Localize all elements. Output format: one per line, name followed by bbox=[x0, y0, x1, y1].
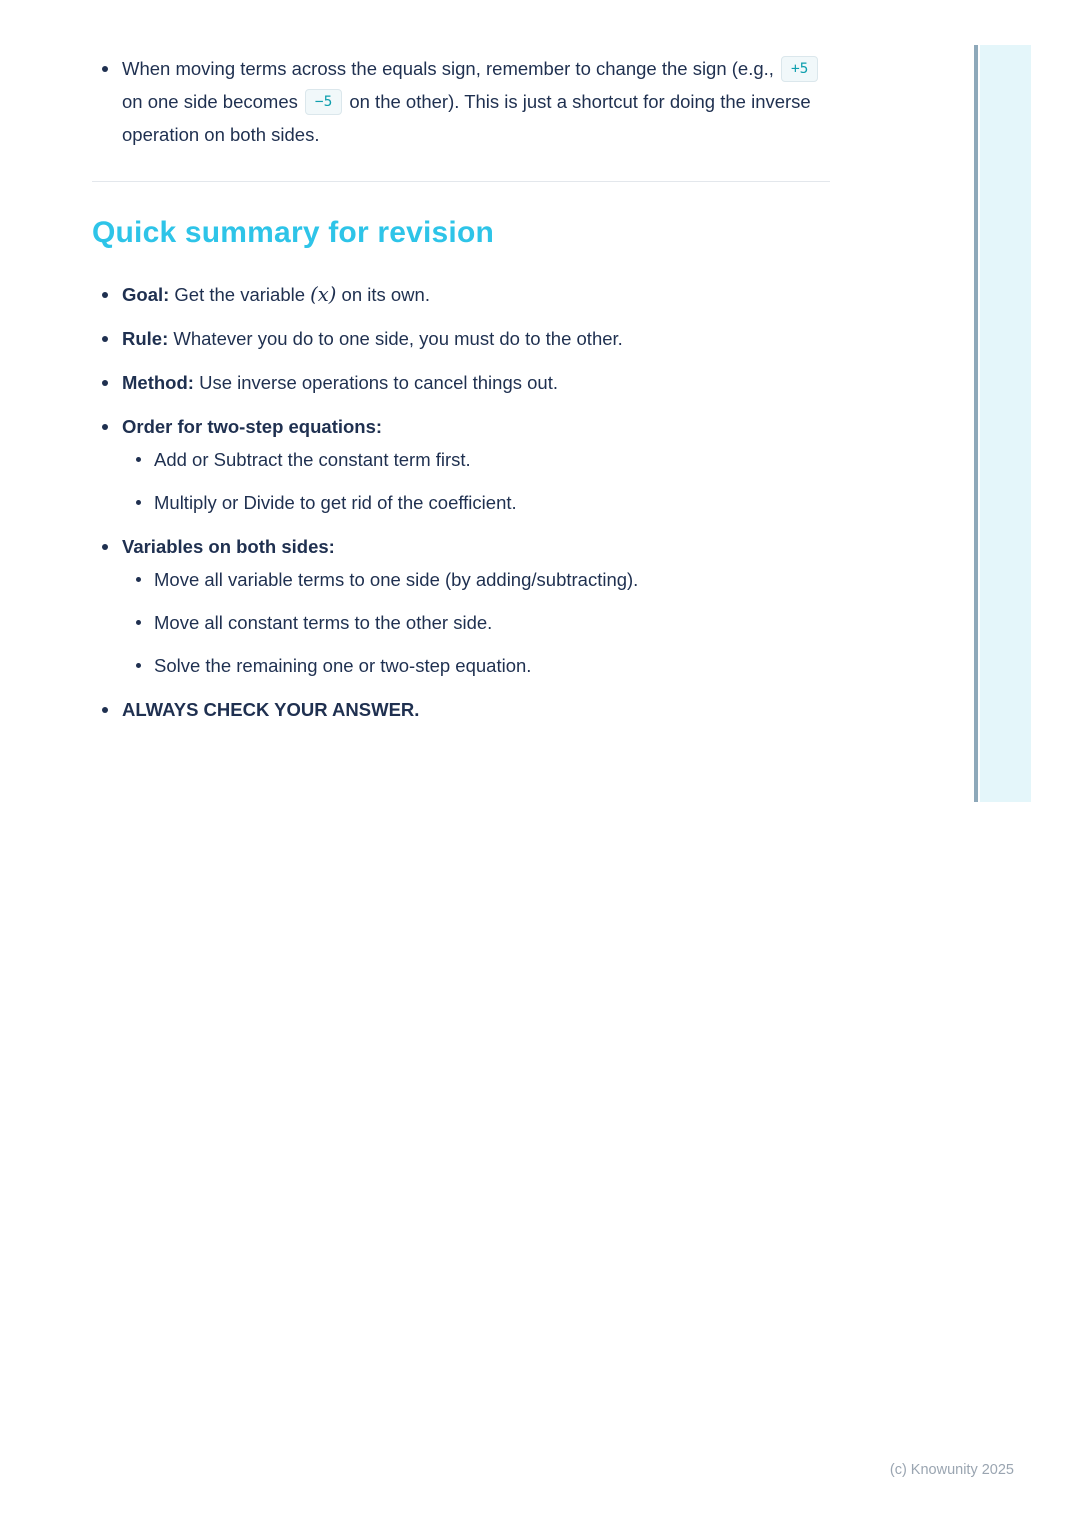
goal-label: Goal: bbox=[122, 284, 170, 305]
method-label: Method: bbox=[122, 372, 194, 393]
order-label: Order for two-step equations: bbox=[122, 416, 383, 437]
bullet-dot bbox=[102, 380, 108, 386]
sub-item-text: Multiply or Divide to get rid of the coefficient. bbox=[154, 492, 517, 513]
order-sub-list bbox=[92, 443, 840, 519]
rule-body: Whatever you do to one side, you must do to the other. bbox=[168, 328, 623, 349]
note-bullet bbox=[92, 52, 840, 151]
sub-item-text: Solve the remaining one or two-step equation. bbox=[154, 655, 532, 676]
sub-bullet-dot bbox=[136, 663, 141, 668]
sub-item bbox=[92, 486, 840, 519]
side-decoration-line bbox=[974, 45, 978, 802]
sub-bullet-dot bbox=[136, 457, 141, 462]
list-item-method bbox=[92, 366, 840, 399]
sub-item bbox=[92, 606, 840, 639]
sub-bullet-dot bbox=[136, 620, 141, 625]
variables-label: Variables on both sides: bbox=[122, 536, 335, 557]
copyright-notice: (c) Knowunity 2025 bbox=[889, 1462, 1014, 1478]
rule-label: Rule: bbox=[122, 328, 169, 349]
summary-list bbox=[92, 278, 840, 726]
list-item-rule bbox=[92, 322, 840, 355]
note-text bbox=[122, 52, 827, 151]
bullet-dot bbox=[102, 66, 108, 72]
goal-text bbox=[122, 278, 430, 311]
minus-five-chip: −5 bbox=[305, 89, 342, 115]
note-part-1: When moving terms across the equals sign, remember to change the sign (e.g., bbox=[122, 58, 774, 79]
note-part-2: on one side becomes bbox=[122, 91, 298, 112]
section-heading: Quick summary for revision bbox=[92, 216, 495, 249]
list-item-goal bbox=[92, 278, 840, 311]
bullet-dot bbox=[102, 544, 108, 550]
sub-item-text: Move all constant terms to the other side. bbox=[154, 612, 493, 633]
bullet-dot bbox=[102, 424, 108, 430]
goal-body-post: on its own. bbox=[336, 284, 430, 305]
variables-text bbox=[122, 530, 335, 563]
order-text bbox=[122, 410, 382, 443]
rule-text bbox=[122, 322, 623, 355]
method-body: Use inverse operations to cancel things out. bbox=[193, 372, 558, 393]
math-x: (x) bbox=[310, 283, 337, 306]
plus-five-chip: +5 bbox=[781, 56, 818, 82]
list-item-variables bbox=[92, 530, 840, 563]
sub-item bbox=[92, 563, 840, 596]
bullet-dot bbox=[102, 336, 108, 342]
list-group-order bbox=[92, 410, 840, 519]
goal-body-pre: Get the variable bbox=[169, 284, 311, 305]
bullet-dot bbox=[102, 292, 108, 298]
page-content bbox=[92, 52, 840, 737]
list-item-check bbox=[92, 693, 840, 726]
list-group-variables bbox=[92, 530, 840, 682]
method-text bbox=[122, 366, 558, 399]
bullet-dot bbox=[102, 707, 108, 713]
sub-bullet-dot bbox=[136, 577, 141, 582]
section-divider bbox=[92, 181, 830, 182]
sub-item-text: Add or Subtract the constant term first. bbox=[154, 449, 471, 470]
sub-bullet-dot bbox=[136, 500, 141, 505]
sub-item-text: Move all variable terms to one side (by adding/subtracting). bbox=[154, 569, 639, 590]
side-decoration-strip bbox=[980, 45, 1031, 802]
list-item-order bbox=[92, 410, 840, 443]
sub-item bbox=[92, 443, 840, 476]
variables-sub-list bbox=[92, 563, 840, 682]
check-text: ALWAYS CHECK YOUR ANSWER. bbox=[122, 699, 420, 720]
note-part-3: on the other). This is just a shortcut for doing the inverse operation on both sides. bbox=[122, 91, 811, 145]
sub-item bbox=[92, 649, 840, 682]
